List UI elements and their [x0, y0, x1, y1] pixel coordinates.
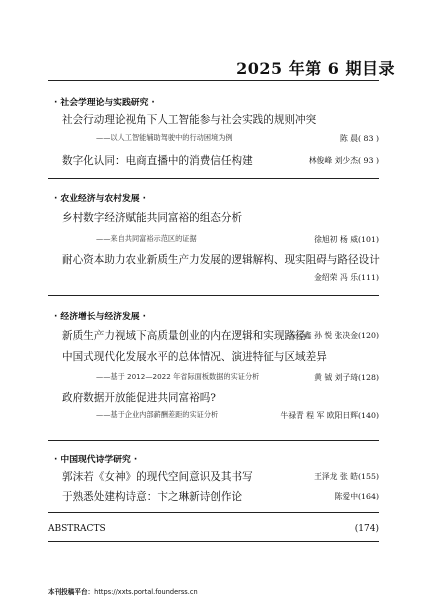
- toc-entry-title[interactable]: 耐心资本助力农业新质生产力发展的逻辑解构、现实阻碍与路径设计: [62, 254, 380, 266]
- section-rule: [48, 295, 379, 296]
- section-rule: [48, 440, 379, 441]
- toc-entry-authors: 林俊峰 刘少杰( 93 ): [308, 156, 379, 165]
- toc-entry-authors: 金绍荣 冯 乐(111): [314, 273, 379, 282]
- toc-entry-authors: 云乐鑫 孙 悦 张决金(120): [288, 331, 379, 340]
- header-rule: [48, 80, 379, 81]
- footer-label: 本刊投稿平台：: [48, 588, 95, 596]
- footer-url[interactable]: https://xxts.portal.founderss.cn: [94, 588, 198, 596]
- toc-entry-subtitle: ——来自共同富裕示范区的证据: [96, 234, 197, 243]
- section-title: · 中国现代诗学研究 ·: [54, 455, 138, 465]
- section-title: · 农业经济与农村发展 ·: [54, 194, 146, 204]
- toc-entry-title[interactable]: 社会行动理论视角下人工智能参与社会实践的规则冲突: [62, 114, 317, 126]
- abstracts-entry[interactable]: [48, 524, 379, 534]
- section-rule: [48, 512, 379, 513]
- submission-footer: [48, 586, 198, 596]
- section-title: · 经济增长与经济发展 ·: [54, 312, 146, 322]
- section-rule: [48, 178, 379, 179]
- toc-entry-subtitle: ——基于 2012—2022 年省际面板数据的实证分析: [96, 372, 260, 381]
- issue-title: 2025 年第 6 期目录: [236, 59, 395, 78]
- toc-entry-authors: 徐旭初 杨 威(101): [314, 235, 379, 244]
- bottom-rule: [48, 541, 379, 542]
- toc-entry-title[interactable]: 于熟悉处建构诗意：卞之琳新诗创作论: [62, 491, 243, 503]
- abstracts-label: ABSTRACTS: [48, 524, 106, 534]
- toc-entry-authors: 王泽龙 张 皓(155): [314, 472, 379, 481]
- toc-entry-title[interactable]: 新质生产力视域下高质量创业的内在逻辑和实现路径: [62, 330, 306, 342]
- toc-entry-authors: 陈爱中(164): [334, 492, 379, 501]
- toc-entry-authors: 牛禄青 程 军 欧阳日辉(140): [280, 411, 379, 420]
- toc-entry-authors: 黄 钺 刘子琦(128): [314, 373, 379, 382]
- toc-entry-title[interactable]: 中国式现代化发展水平的总体情况、演进特征与区域差异: [62, 351, 327, 363]
- toc-entry-subtitle: ——以人工智能辅助驾驶中的行动困境为例: [96, 133, 233, 142]
- toc-entry-authors: 陈 晨( 83 ): [339, 134, 379, 143]
- toc-entry-title[interactable]: 郭沫若《女神》的现代空间意识及其书写: [62, 471, 253, 483]
- toc-entry-title[interactable]: 政府数据开放能促进共同富裕吗?: [62, 392, 216, 404]
- section-title: · 社会学理论与实践研究 ·: [54, 98, 155, 108]
- toc-entry-subtitle: ——基于企业内部薪酬差距的实证分析: [96, 410, 219, 419]
- toc-entry-title[interactable]: 乡村数字经济赋能共同富裕的组态分析: [62, 212, 243, 224]
- abstracts-page: (174): [354, 524, 379, 534]
- toc-entry-title[interactable]: 数字化认同：电商直播中的消费信任构建: [62, 155, 253, 167]
